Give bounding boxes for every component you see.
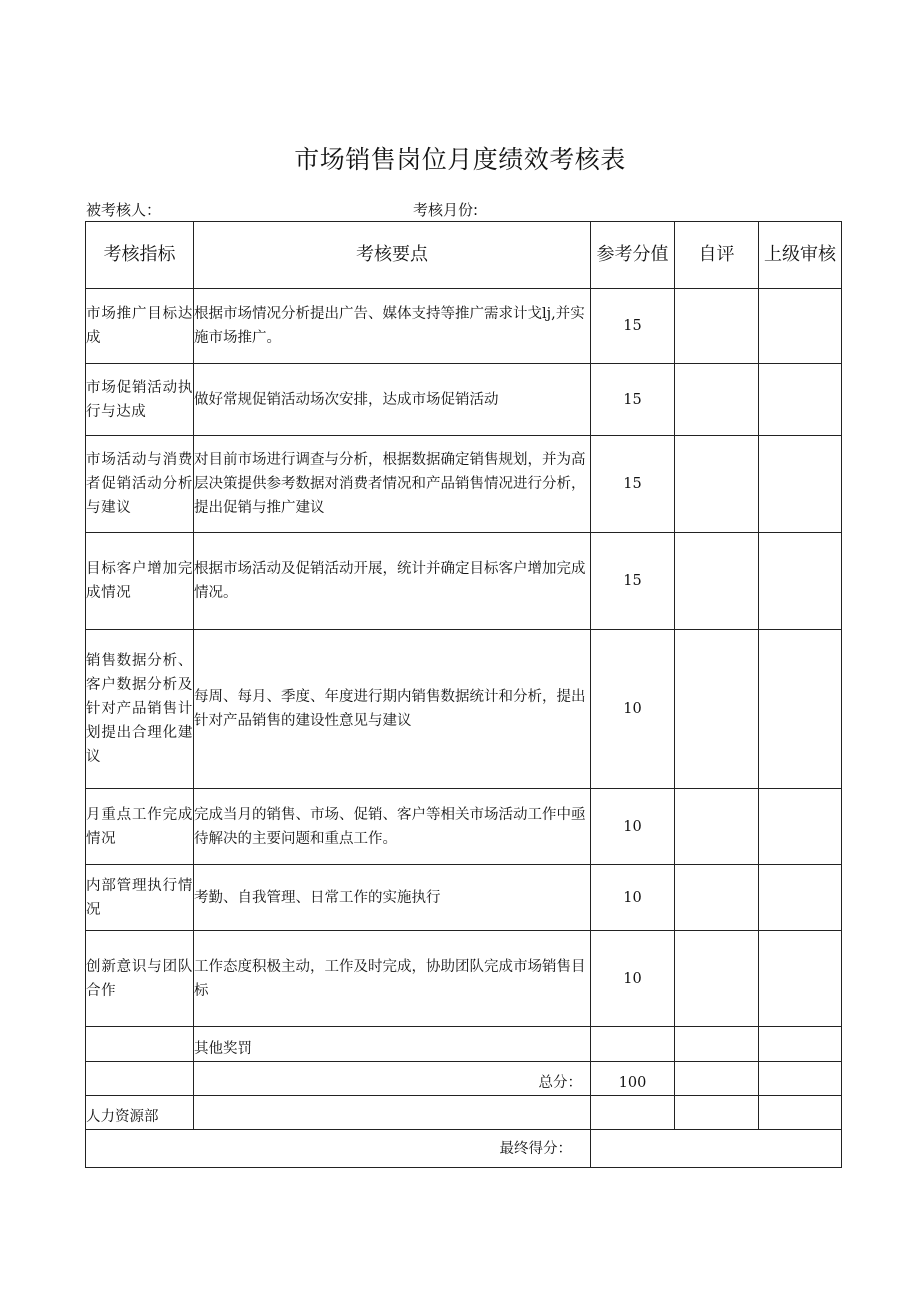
- indicator-cell: 市场活动与消费者促销活动分析与建议: [86, 436, 194, 533]
- points-cell: 根据市场活动及促销活动开展，统计并确定目标客户增加完成情况。: [194, 533, 591, 630]
- total-value: 100: [591, 1062, 675, 1096]
- score-cell: 10: [591, 630, 675, 789]
- self-eval-cell[interactable]: [675, 789, 759, 865]
- score-cell: 15: [591, 364, 675, 436]
- self-eval-cell[interactable]: [675, 630, 759, 789]
- table-row: [86, 630, 842, 789]
- score-cell: 10: [591, 865, 675, 931]
- total-row: [86, 1062, 842, 1096]
- points-cell: 对目前市场进行调查与分析，根据数据确定销售规划，并为高层决策提供参考数据对消费者情况和产品销售情况进行分析，提出促销与推广建议: [194, 436, 591, 533]
- points-cell: 做好常规促销活动场次安排，达成市场促销活动: [194, 364, 591, 436]
- other-superior-cell[interactable]: [759, 1027, 842, 1062]
- final-row: [86, 1130, 842, 1168]
- table-row: [86, 436, 842, 533]
- assessee-label: 被考核人：: [86, 201, 162, 219]
- self-eval-cell[interactable]: [675, 931, 759, 1027]
- self-eval-cell[interactable]: [675, 436, 759, 533]
- page-title: 市场销售岗位月度绩效考核表: [294, 145, 626, 174]
- header-points: 考核要点: [194, 222, 591, 289]
- self-eval-cell[interactable]: [675, 533, 759, 630]
- table-row: [86, 533, 842, 630]
- points-cell: 工作态度积极主动，工作及时完成，协助团队完成市场销售目标: [194, 931, 591, 1027]
- other-row: [86, 1027, 842, 1062]
- header-ref-score: 参考分值: [591, 222, 675, 289]
- superior-review-cell[interactable]: [759, 630, 842, 789]
- superior-review-cell[interactable]: [759, 789, 842, 865]
- superior-review-cell[interactable]: [759, 533, 842, 630]
- indicator-cell: 市场促销活动执行与达成: [86, 364, 194, 436]
- total-superior-cell[interactable]: [759, 1062, 842, 1096]
- self-eval-cell[interactable]: [675, 865, 759, 931]
- points-cell: 每周、每月、季度、年度进行期内销售数据统计和分析，提出针对产品销售的建设性意见与建议: [194, 630, 591, 789]
- score-cell: 15: [591, 289, 675, 364]
- total-label: 总分：: [194, 1062, 591, 1096]
- other-self-eval-cell[interactable]: [675, 1027, 759, 1062]
- header-superior-review: 上级审核: [759, 222, 842, 289]
- indicator-cell: 销售数据分析、客户数据分析及针对产品销售计划提出合理化建议: [86, 630, 194, 789]
- hr-label: 人力资源部: [86, 1096, 194, 1130]
- indicator-cell: 内部管理执行情况: [86, 865, 194, 931]
- superior-review-cell[interactable]: [759, 436, 842, 533]
- table-row: [86, 364, 842, 436]
- indicator-cell: 创新意识与团队合作: [86, 931, 194, 1027]
- other-label: 其他奖罚: [194, 1027, 591, 1062]
- superior-review-cell[interactable]: [759, 865, 842, 931]
- final-label: 最终得分：: [86, 1130, 591, 1168]
- hr-row: [86, 1096, 842, 1130]
- superior-review-cell[interactable]: [759, 289, 842, 364]
- header-row: [86, 222, 842, 289]
- self-eval-cell[interactable]: [675, 364, 759, 436]
- score-cell: 15: [591, 436, 675, 533]
- indicator-cell: 月重点工作完成情况: [86, 789, 194, 865]
- month-label: 考核月份:: [413, 201, 479, 219]
- self-eval-cell[interactable]: [675, 289, 759, 364]
- final-score-cell[interactable]: [591, 1130, 842, 1168]
- superior-review-cell[interactable]: [759, 364, 842, 436]
- assessment-table: [85, 221, 842, 1168]
- table-row: [86, 289, 842, 364]
- header-indicator: 考核指标: [86, 222, 194, 289]
- table-row: [86, 931, 842, 1027]
- other-score-cell[interactable]: [591, 1027, 675, 1062]
- score-cell: 10: [591, 789, 675, 865]
- points-cell: 完成当月的销售、市场、促销、客户等相关市场活动工作中亟待解决的主要问题和重点工作。: [194, 789, 591, 865]
- superior-review-cell[interactable]: [759, 931, 842, 1027]
- total-self-eval-cell[interactable]: [675, 1062, 759, 1096]
- score-cell: 10: [591, 931, 675, 1027]
- indicator-cell: 目标客户增加完成情况: [86, 533, 194, 630]
- indicator-cell: 市场推广目标达成: [86, 289, 194, 364]
- table-row: [86, 789, 842, 865]
- table-row: [86, 865, 842, 931]
- header-self-eval: 自评: [675, 222, 759, 289]
- points-cell: 考勤、自我管理、日常工作的实施执行: [194, 865, 591, 931]
- hr-comment-cell[interactable]: [194, 1096, 591, 1130]
- score-cell: 15: [591, 533, 675, 630]
- points-cell: 根据市场情况分析提出广告、媒体支持等推广需求计戈lj,并实施市场推广。: [194, 289, 591, 364]
